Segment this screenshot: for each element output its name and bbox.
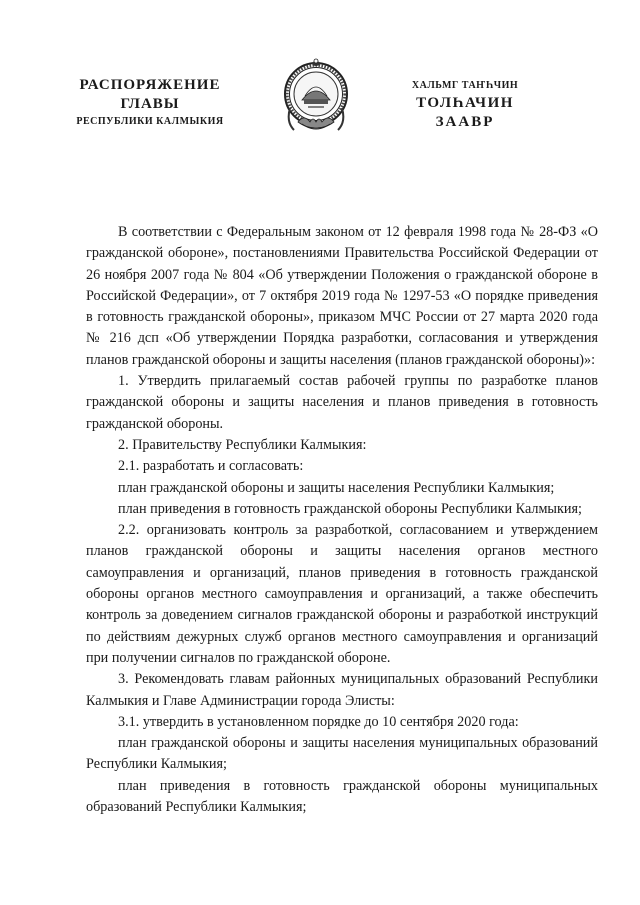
header-left-subtitle: ГЛАВЫ bbox=[120, 96, 180, 112]
item-2-1-plan-b: план приведения в готовность гражданской обороны Республики Калмыкия; bbox=[118, 500, 582, 517]
header-left-block bbox=[60, 76, 240, 129]
header-right-subtitle: ЗААВР bbox=[435, 114, 495, 130]
document-body bbox=[86, 222, 598, 818]
preamble-paragraph: В соответствии с Федеральным законом от 12 февраля 1998 года № 28-ФЗ «О гражданской обороне», постановлениями Правительства Российской Федерации от 26 ноября 2007 года № 804 «Об утверждении Положения о гражданской обороне в Российской Федерации», от 7 октября 2019 года № 1297-53 «О порядке приведения в готовность гражданской обороны», приказом МЧС России от 27 марта 2020 года № 216 дсп «Об утверждении Порядка разработки, согласования и утверждения планов гражданской обороны и защиты населения (планов гражданской обороны)»: bbox=[86, 224, 598, 368]
item-3-1-plan-a: план гражданской обороны и защиты населения муниципальных образований Республики Калмыкия; bbox=[86, 735, 598, 773]
item-3-1-heading: 3.1. утвердить в установленном порядке до 10 сентября 2020 года: bbox=[118, 713, 519, 730]
item-2-1-heading: 2.1. разработать и согласовать: bbox=[118, 458, 304, 475]
header-right-block bbox=[390, 78, 540, 132]
header-left-title: РАСПОРЯЖЕНИЕ bbox=[79, 77, 221, 93]
item-2-1-plan-a: план гражданской обороны и защиты населения Республики Калмыкия; bbox=[118, 479, 555, 496]
header-right-republic: ХАЛЬМГ ТАҤҺЧИН bbox=[411, 80, 519, 91]
item-3-paragraph: 3. Рекомендовать главам районных муниципальных образований Республики Калмыкия и Главе Администрации города Элисты: bbox=[86, 671, 598, 709]
item-1-paragraph: 1. Утвердить прилагаемый состав рабочей группы по разработке планов гражданской обороны и защиты населения и планов приведения в готовность гражданской обороны. bbox=[86, 373, 598, 432]
item-3-1-plan-b: план приведения в готовность гражданской обороны муниципальных образований Республики Калмыкия; bbox=[86, 777, 598, 816]
header-left-republic: РЕСПУБЛИКИ КАЛМЫКИЯ bbox=[76, 116, 224, 127]
kalmykia-coat-of-arms-icon bbox=[280, 52, 352, 138]
header-right-title: ТОЛҺАЧИН bbox=[416, 95, 514, 111]
item-2-heading: 2. Правительству Республики Калмыкия: bbox=[118, 436, 367, 453]
item-2-2-paragraph: 2.2. организовать контроль за разработкой, согласованием и утверждением планов гражданской обороны и защиты населения органов местного самоуправления и организаций, планов приведения в готовность гражданской обороны органов местного самоуправления и организаций, а также обеспечить контроль за доведением сигналов гражданской обороны и разработкой инструкций по действиям дежурных служб органов местного самоуправления и организаций при получении сигналов по гражданской обороне. bbox=[86, 522, 598, 666]
